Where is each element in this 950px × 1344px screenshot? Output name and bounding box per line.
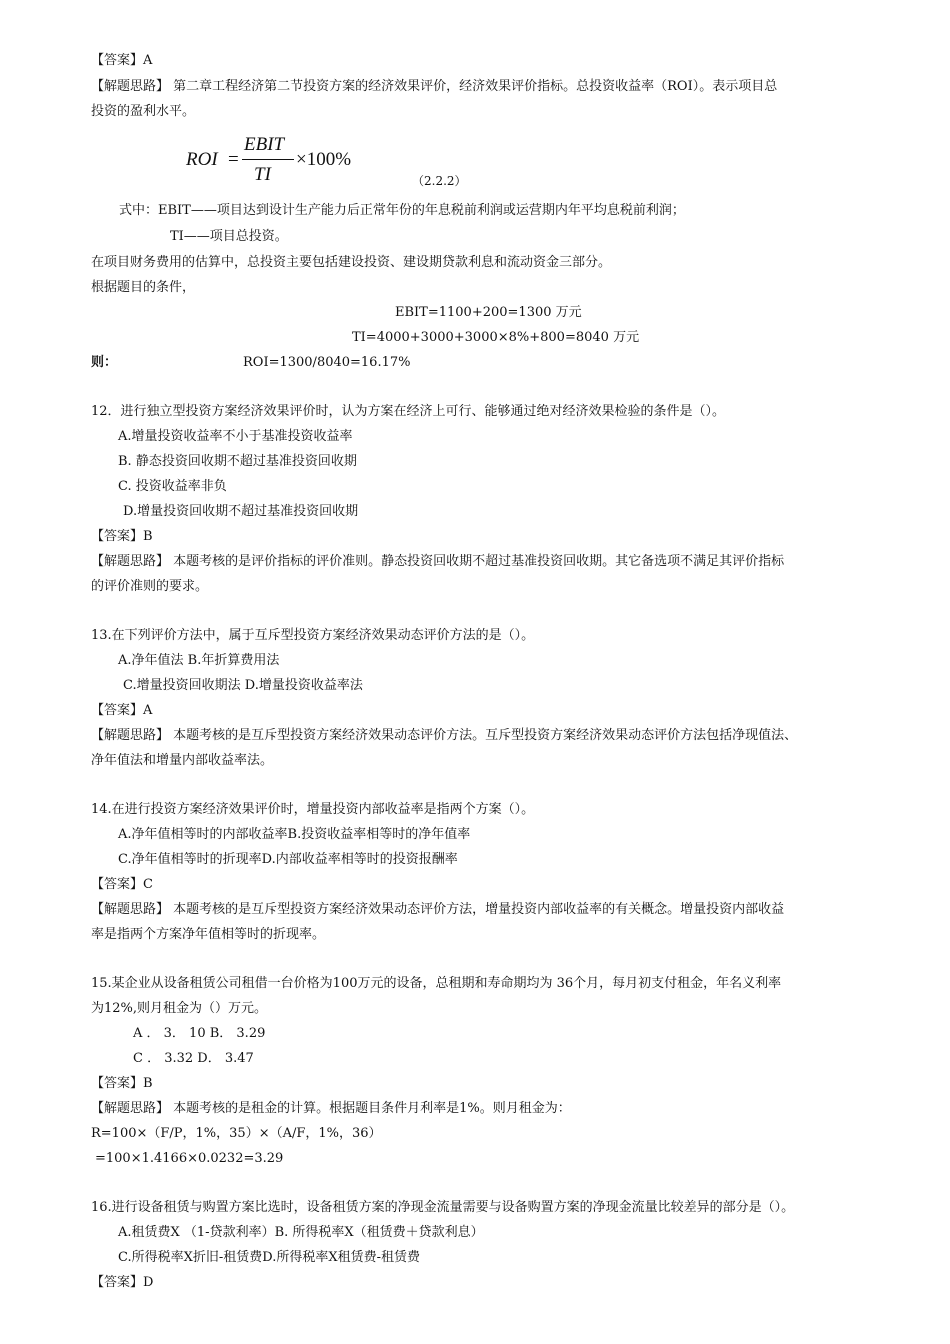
question-13: 13.在下列评价方法中，属于互斥型投资方案经济效果动态评价方法的是（）。	[91, 628, 535, 643]
option-b: B. 静态投资回收期不超过基准投资回收期	[118, 454, 357, 469]
formula-definition: 式中：EBIT——项目达到设计生产能力后正常年份的年息税前利润或运营期内年平均息税前利润；	[119, 203, 685, 218]
calc-line: TI=4000+3000+3000×8%+800=8040 万元	[352, 330, 640, 345]
solution-text: 投资的盈利水平。	[91, 104, 196, 119]
options-cd: C.所得税率X折旧-租赁费D.所得税率X租赁费-租赁费	[118, 1250, 421, 1265]
result-label: 则：	[91, 355, 118, 370]
calc-result: ROI=1300/8040=16.17%	[243, 355, 411, 370]
question-15: 15.某企业从设备租赁公司租借一台价格为100万元的设备，总租期和寿命期均为 36个月，每月初支付租金，年名义利率	[91, 976, 782, 991]
formula-equals: =	[228, 149, 239, 170]
body-text: 根据题目的条件，	[91, 280, 196, 295]
options-ab: A ． 3． 10 B． 3.29	[133, 1026, 266, 1041]
options-cd: C.增量投资回收期法 D.增量投资收益率法	[123, 678, 363, 693]
answer-label: 【答案】B	[91, 1076, 153, 1091]
fraction-bar	[242, 159, 294, 160]
formula-multiplier: ×100%	[296, 149, 352, 170]
answer-label: 【答案】A	[91, 703, 153, 718]
solution-text: 【解题思路】 本题考核的是互斥型投资方案经济效果动态评价方法。互斥型投资方案经济效果动态评价方法包括净现值法、	[91, 728, 798, 743]
solution-text: 率是指两个方案净年值相等时的折现率。	[91, 927, 326, 942]
solution-text: 【解题思路】 本题考核的是租金的计算。根据题目条件月利率是1%。则月租金为：	[91, 1101, 571, 1116]
options-cd: C ． 3.32 D． 3.47	[133, 1051, 254, 1066]
calc-line: R=100×（F/P，1%，35）×（A/F，1%，36）	[91, 1126, 382, 1141]
solution-text: 的评价准则的要求。	[91, 579, 209, 594]
question-16: 16.进行设备租赁与购置方案比选时，设备租赁方案的净现金流量需要与设备购置方案的净现金流量比较差异的部分是（）。	[91, 1200, 795, 1215]
options-ab: A.净年值相等时的内部收益率B.投资收益率相等时的净年值率	[118, 827, 471, 842]
answer-label: 【答案】D	[91, 1275, 154, 1290]
answer-label: 【答案】C	[91, 877, 153, 892]
formula-denominator: TI	[254, 164, 271, 185]
answer-label: 【答案】A	[91, 53, 153, 68]
solution-text: 【解题思路】 第二章工程经济第二节投资方案的经济效果评价，经济效果评价指标。总投资收益率（ROI）。表示项目总	[91, 79, 778, 94]
option-a: A.增量投资收益率不小于基准投资收益率	[118, 429, 353, 444]
option-d: D.增量投资回收期不超过基准投资回收期	[123, 504, 359, 519]
calc-line: EBIT=1100+200=1300 万元	[395, 305, 582, 320]
answer-label: 【答案】B	[91, 529, 153, 544]
options-ab: A.租赁费X （1-贷款利率）B. 所得税率X（租赁费＋贷款利息）	[118, 1225, 484, 1240]
formula-definition: TI——项目总投资。	[170, 229, 288, 244]
calc-line: =100×1.4166×0.0232=3.29	[95, 1151, 284, 1166]
solution-text: 【解题思路】 本题考核的是评价指标的评价准则。静态投资回收期不超过基准投资回收期。其它备选项不满足其评价指标	[91, 554, 785, 569]
formula-lhs: ROI	[186, 149, 218, 170]
question-14: 14.在进行投资方案经济效果评价时，增量投资内部收益率是指两个方案（）。	[91, 802, 535, 817]
equation-number: （2.2.2）	[412, 174, 467, 188]
options-cd: C.净年值相等时的折现率D.内部收益率相等时的投资报酬率	[118, 852, 458, 867]
option-c: C. 投资收益率非负	[118, 479, 227, 494]
formula-numerator: EBIT	[244, 134, 285, 155]
options-ab: A.净年值法 B.年折算费用法	[118, 653, 280, 668]
solution-text: 净年值法和增量内部收益率法。	[91, 753, 274, 768]
body-text: 在项目财务费用的估算中，总投资主要包括建设投资、建设期贷款利息和流动资金三部分。	[91, 255, 612, 270]
solution-text: 【解题思路】 本题考核的是互斥型投资方案经济效果动态评价方法，增量投资内部收益率的有关概念。增量投资内部收益	[91, 902, 785, 917]
question-15: 为12%,则月租金为（）万元。	[91, 1001, 268, 1016]
question-12: 12．进行独立型投资方案经济效果评价时，认为方案在经济上可行、能够通过绝对经济效果检验的条件是（）。	[91, 404, 726, 419]
